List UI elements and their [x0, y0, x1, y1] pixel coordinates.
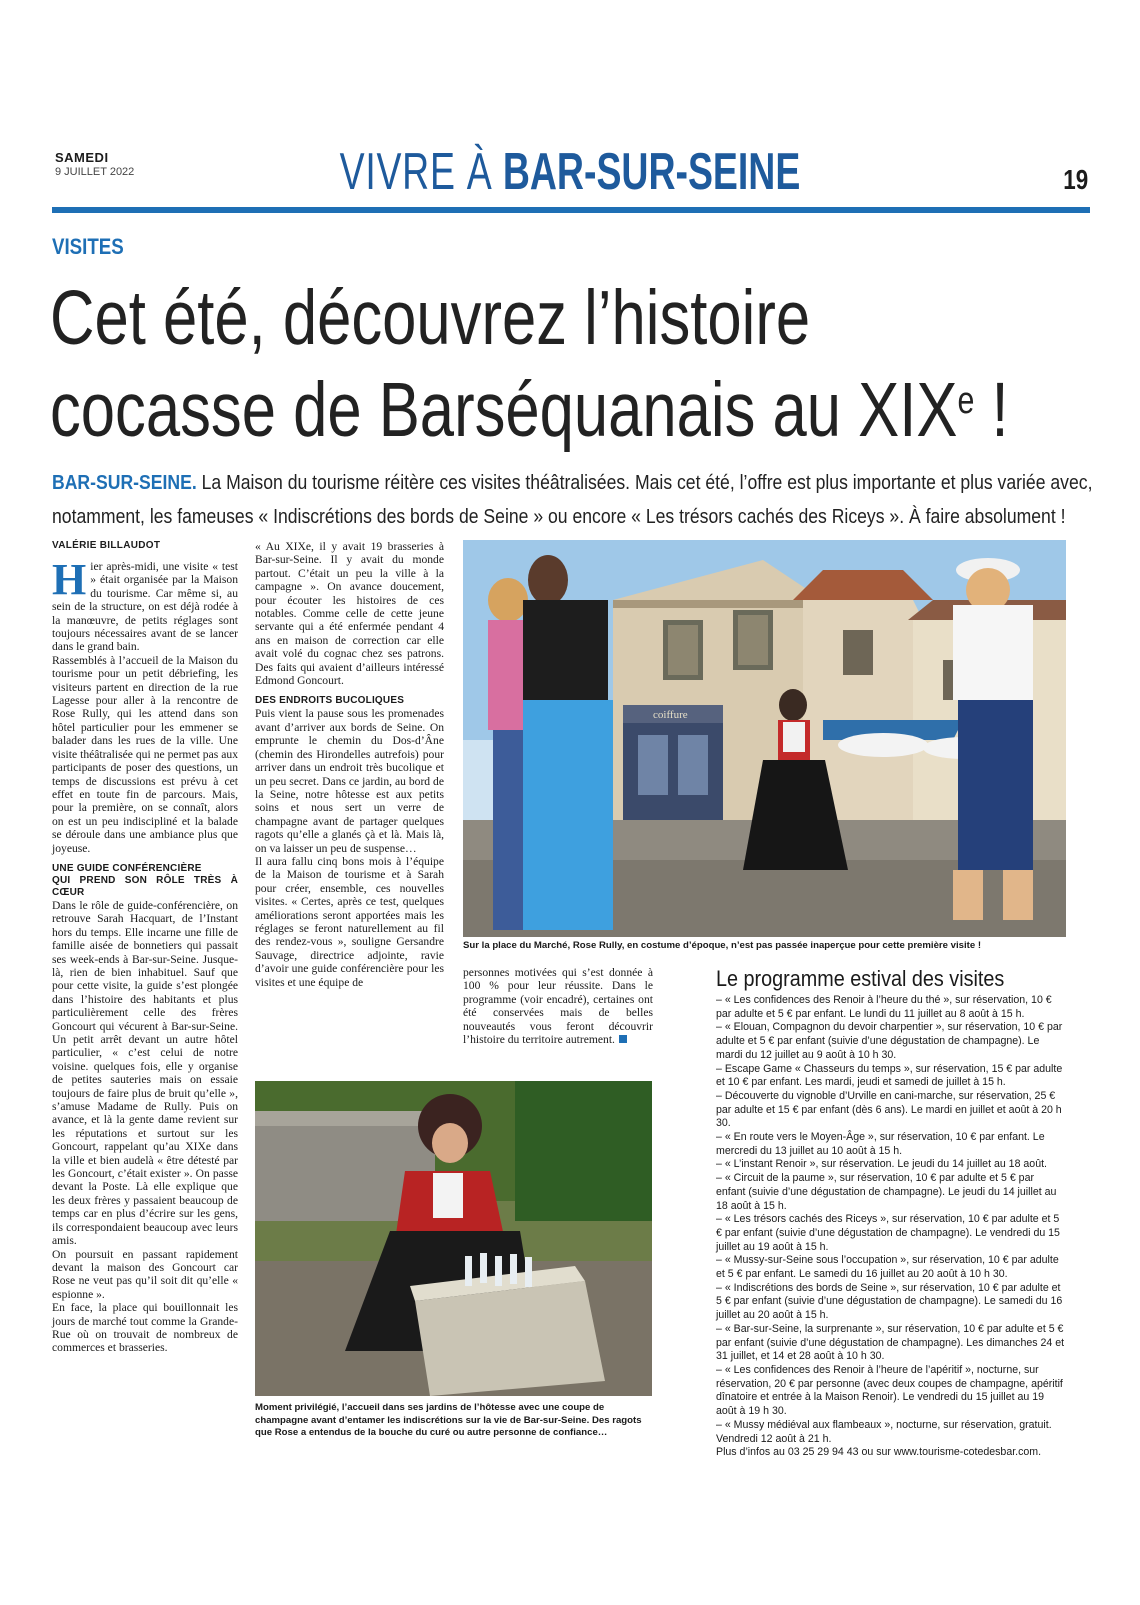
paragraph-text: personnes motivées qui s’est donnée à 100 % pour leur réussite. Dans le programme (voir encadré), certaines ont été conservées mais de belles nouveautés vous feront découvrir l’histoire du territoire autrement.	[463, 966, 653, 1047]
paragraph-text: ier après-midi, une visite « test » était organisée par la Maison du tourisme. Car même si, au sein de la structure, on est déjà rodée à la manœuvre, de petits réglages sont toujours nécessaires avant de se lancer dans le grand bain.	[52, 560, 238, 654]
date-day: SAMEDI	[55, 150, 109, 165]
programme-item: – « Les confidences des Renoir à l’heure de l’apéritif », nocturne, sur réservation, 20 € par personne (avec deux coupes de champagne, apéritif dînatoire et entrée à la Maison Renoir). Le vendredi du 15 juillet au 19 août à 19 h 30.	[716, 1363, 1063, 1418]
programme-item: – « Les trésors cachés des Riceys », sur réservation, 10 € par adulte et 5 € par enfant (suivie d’une dégustation de champagne). Le vendredi du 15 juillet au 19 août à 15 h.	[716, 1213, 1060, 1253]
chapo	[52, 466, 1102, 534]
article-paragraph: Rassemblés à l’accueil de la Maison du tourisme pour un petit débriefing, les visiteurs partent en direction de la rue Lagesse pour aller à la rencontre de Rose Rully, qui les attend dans son hôtel particulier pour les emmener se balader dans les rues de la ville. Une visite théâtralisée qui ne permet pas aux participants de poser des questions, un temps de discussions est prévu à cet effet en toute fin de parcours. Mais, pour la première, on se connaît, alors on est un peu indiscipliné et la balade se déroule dans une ambiance plus que joyeuse.	[52, 653, 238, 855]
rubric-label: VISITES	[52, 234, 124, 259]
photo-garden	[255, 1081, 652, 1396]
header-rule	[52, 207, 1090, 213]
article-column-3	[463, 966, 653, 1046]
article-paragraph	[463, 966, 653, 1046]
programme-item: – « Les confidences des Renoir à l’heure du thé », sur réservation, 10 € par adulte et 5 € par enfant. Le lundi du 11 juillet au 8 août à 15 h.	[716, 994, 1052, 1020]
programme-info: Plus d’infos au 03 25 29 94 43 ou sur www.tourisme-cotedesbar.com.	[716, 1446, 1042, 1459]
subheading: DES ENDROITS BUCOLIQUES	[255, 695, 405, 707]
headline-line-2	[50, 364, 1090, 456]
article-column-1	[52, 555, 238, 1355]
article-paragraph: Il aura fallu cinq bons mois à l’équipe de la Maison de tourisme et à Sarah pour créer, ensemble, ces nouvelles visites. « Certes, après ce test, quelques améliorations seront apportées mais les réglages se feront naturellement au fil des rendez-vous », souligne Gersandre Sauvage, directrice adjointe, ravie d’avoir une guide conférencière pour les visites et une équipe de	[255, 854, 444, 989]
headline-superscript: e	[957, 380, 975, 422]
chapo-lead: BAR-SUR-SEINE.	[52, 472, 197, 494]
subheading-line-2: QUI PREND SON RÔLE TRÈS À CŒUR	[52, 874, 238, 898]
article-paragraph	[52, 555, 238, 654]
headline-line-2-text: cocasse de Barséquanais au XIX	[50, 367, 958, 453]
photo-market-square	[463, 540, 1066, 937]
programme-item: – « Indiscrétions des bords de Seine », sur réservation, 10 € par adulte et 5 € par enfant (suivie d’une dégustation de champagne). Le samedi du 16 juillet au 20 août à 15 h.	[716, 1281, 1063, 1322]
photo-market-square-illustration	[463, 540, 1066, 937]
photo-caption: Moment privilégié, l’accueil dans ses jardins de l’hôtesse avec une coupe de champagne avant d’entamer les indiscrétions sur la vie de Bar-sur-Seine. Des ragots que Rose a entendus de la bouche du curé ou autre personne de confiance…	[255, 1402, 642, 1439]
programme-title: Le programme estival des visites	[716, 966, 1005, 991]
programme-item: – « Elouan, Compagnon du devoir charpentier », sur réservation, 10 € par adulte et 5 € par enfant (suivie d’une dégustation de champagne). Le mardi du 12 juillet au 9 août à 10 h 30.	[716, 1021, 1063, 1061]
programme-item: – « Circuit de la paume », sur réservation, 10 € par adulte et 5 € par enfant (suivie d’une dégustation de champagne). Le jeudi du 14 juillet au 18 août à 15 h.	[716, 1172, 1057, 1212]
shop-sign: coiffure	[653, 709, 688, 721]
programme-item: – « Mussy-sur-Seine sous l’occupation », sur réservation, 10 € par adulte et 5 € par enfant. Le samedi du 16 juillet au 20 août à 10 h 30.	[716, 1254, 1059, 1281]
programme-item: – « En route vers le Moyen-Âge », sur réservation, 10 € par enfant. Le mercredi du 13 juillet au 10 août à 15 h.	[716, 1131, 1045, 1157]
programme-item: – Escape Game « Chasseurs du temps », sur réservation, 15 € par adulte et 10 € par enfant. Les mardi, jeudi et samedi de juillet à 15 h.	[716, 1062, 1063, 1089]
programme-item: – Découverte du vignoble d’Urville en cani-marche, sur réservation, 25 € par adulte et 15 € par enfant (dès 6 ans). Le mardi en juillet et août à 20 h 30.	[716, 1089, 1062, 1130]
article-paragraph: On poursuit en passant rapidement devant la maison des Goncourt car Rose ne veut pas qu’il soit dit qu’elle « espionne ».	[52, 1247, 238, 1301]
article-paragraph: Dans le rôle de guide-conférencière, on retrouve Sarah Hacquart, de l’Instant hors du temps. Elle incarne une fille de famille aisée de bonnetiers qui passait ses week-ends à Bar-sur-Seine. Jusque-là, rien de bien inhabituel. Sauf que pour cette visite, la guide s’est plongée dans l’histoire des habitants et plus particulièrement celle des frères Goncourt qui vécurent à Bar-sur-Seine. Un petit arrêt devant un autre hôtel particulier, « c’est celui de notre voisine. quelques fois, elle y organise de petites sauteries mais on essaie toujours de faire plus de bruit qu’elle », s’amuse Madame de Rully. Puis on avance, et là la gente dame revient sur les réputations et surtout sur les Goncourt, rappelant qu’au XIXe dans la ville et bien audelà « être détesté par les Goncourt, c’était exister ». On passe devant la Poste. Là elle explique que les deux frères y passaient beaucoup de temps car en plus d’écrire sur les gens, ils correspondaient beaucoup avec leurs amis.	[52, 898, 238, 1248]
article-paragraph: « Au XIXe, il y avait 19 brasseries à Bar-sur-Seine. Il y avait du monde partout. C’était un peu la ville à la campagne ». On avance doucement, pour écouter les histoires de ces notables. Comme celle de cette jeune servante qui a été enfermée pendant 4 ans en maison de correction car elle avait volé du cognac chez ses patrons. Des faits qui avaient d’ailleurs intéressé Edmond Goncourt.	[255, 540, 444, 688]
section-title	[160, 143, 981, 201]
photo-garden-illustration	[255, 1081, 652, 1396]
headline-line-1: Cet été, découvrez l’histoire	[50, 275, 811, 361]
end-mark-icon	[619, 1035, 627, 1043]
article-paragraph: En face, la place qui bouillonnait les jours de marché tout comme la Grande-Rue où on trouvait de nombreux de commerces et brasseries.	[52, 1301, 238, 1355]
programme-item: – « Mussy médiéval aux flambeaux », nocturne, sur réservation, gratuit. Vendredi 12 août à 21 h.	[716, 1418, 1052, 1445]
programme-list	[716, 994, 1066, 1460]
photo-caption: Sur la place du Marché, Rose Rully, en costume d’époque, n’est pas passée inaperçue pour cette première visite !	[463, 940, 982, 951]
programme-item: – « L’instant Renoir », sur réservation. Le jeudi du 14 juillet au 18 août.	[716, 1158, 1047, 1171]
article-paragraph: Puis vient la pause sous les promenades avant d’arriver aux bords de Seine. On emprunte le chemin du Dos-d’Âne (chemin des Hirondelles autrefois) pour arriver dans un endroit très bucolique et un peu secret. Dans ce jardin, au bord de la Seine, notre hôtesse est aux petits soins et nous sert un verre de champagne avant de partager quelques ragots qu’elle a glanés çà et là. Mais là, on va laisser un peu de suspense…	[255, 707, 444, 855]
article-column-2	[255, 540, 444, 989]
subheading-line-1: UNE GUIDE CONFÉRENCIÈRE	[52, 862, 202, 874]
section-title-town: BAR-SUR-SEINE	[502, 143, 801, 201]
byline: VALÉRIE BILLAUDOT	[52, 540, 161, 551]
subheading	[52, 863, 238, 899]
programme-item: – « Bar-sur-Seine, la surprenante », sur réservation, 10 € par adulte et 5 € par enfant (suivie d’une dégustation de champagne). Les dimanches 24 et 31 juillet, et 14 et 28 août à 10 h 30.	[716, 1322, 1065, 1363]
headline	[50, 272, 1090, 456]
section-title-prefix: VIVRE À	[339, 143, 493, 201]
chapo-text: La Maison du tourisme réitère ces visites théâtralisées. Mais cet été, l’offre est plus importante et plus variée avec, notamment, les fameuses « Indiscrétions des bords de Seine » ou encore « Les trésors cachés des Riceys ». À faire absolument !	[52, 472, 1093, 528]
headline-line-2-end: !	[974, 367, 1009, 453]
dropcap: H	[52, 555, 87, 604]
date-full: 9 JUILLET 2022	[55, 166, 135, 178]
page-number: 19	[1063, 164, 1088, 195]
